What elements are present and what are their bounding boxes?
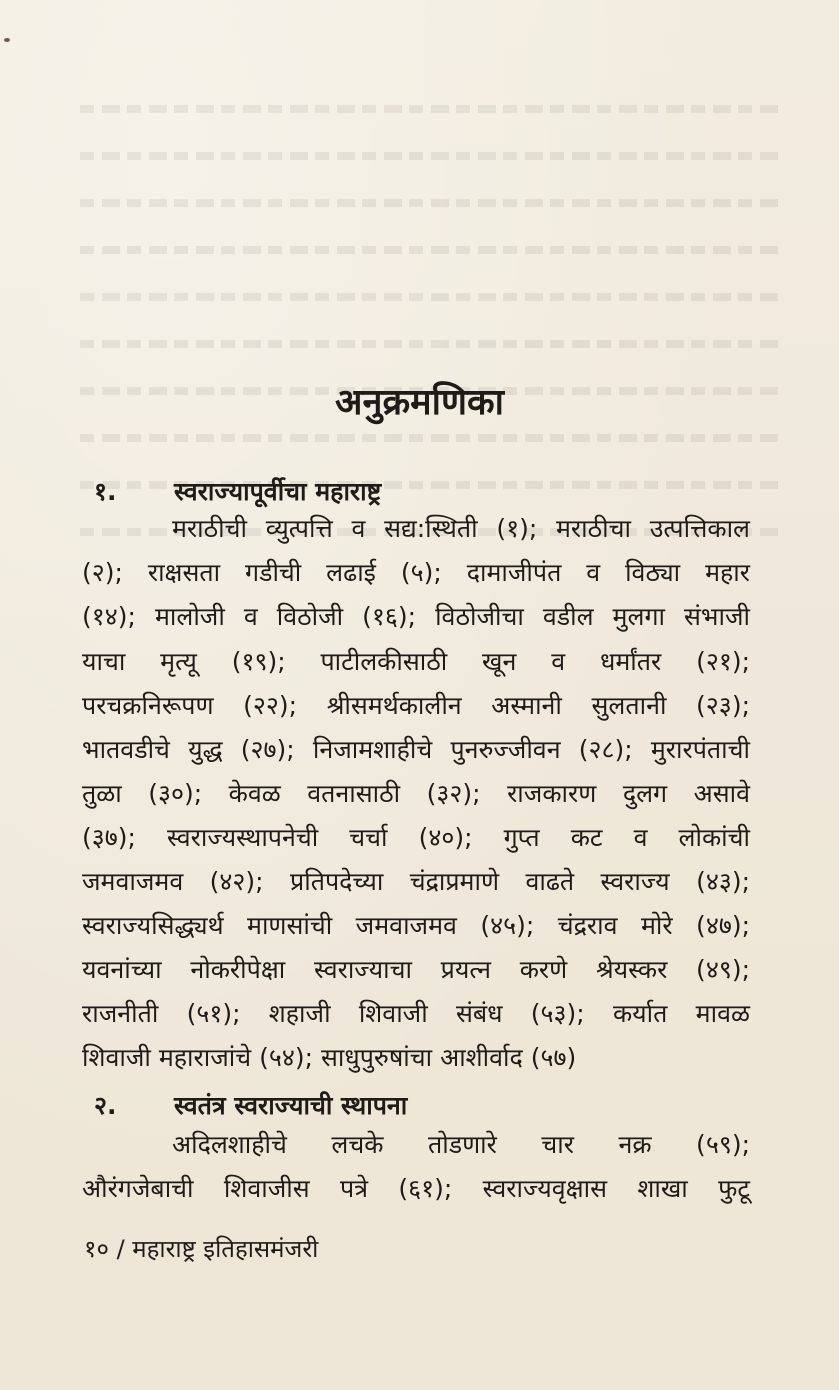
toc-line: यवनांच्या नोकरीपेक्षा स्वराज्याचा प्रयत्न करणे श्रेयस्कर (४९); <box>82 955 750 984</box>
toc-line: स्वराज्यसिद्ध्यर्थ माणसांची जमवाजमव (४५); चंद्रराव मोरे (४७); <box>82 911 750 940</box>
section-heading <box>94 1088 407 1122</box>
toc-line: मराठीची व्युत्पत्ति व सद्य:स्थिती (१); मराठीचा उत्पत्तिकाल <box>172 514 750 543</box>
toc-line: परचक्रनिरूपण (२२); श्रीसमर्थकालीन अस्मानी सुलतानी (२३); <box>82 691 750 720</box>
section-number: २. <box>94 1091 117 1120</box>
section-number: १. <box>94 477 117 506</box>
toc-line: अदिलशाहीचे लचके तोडणारे चार नक्र (५९); <box>172 1130 750 1159</box>
toc-line: जमवाजमव (४२); प्रतिपदेच्या चंद्राप्रमाणे वाढते स्वराज्य (४३); <box>82 867 750 896</box>
toc-line: भातवडीचे युद्ध (२७); निजामशाहीचे पुनरुज्जीवन (२८); मुरारपंताची <box>82 735 750 764</box>
toc-line: याचा मृत्यू (१९); पाटीलकीसाठी खून व धर्मांतर (२१); <box>82 647 750 676</box>
toc-line: (१४); मालोजी व विठोजी (१६); विठोजीचा वडील मुलगा संभाजी <box>82 602 750 631</box>
toc-line: (२); राक्षसता गडीची लढाई (५); दामाजीपंत व विठ्या महार <box>82 558 750 587</box>
page-footer: १० / महाराष्ट्र इतिहासमंजरी <box>84 1235 319 1263</box>
page-title: अनुक्रमणिका <box>335 382 504 423</box>
ink-speck <box>4 38 10 42</box>
toc-line: (३७); स्वराज्यस्थापनेची चर्चा (४०); गुप्त कट व लोकांची <box>82 823 750 852</box>
section-title: स्वतंत्र स्वराज्याची स्थापना <box>174 1091 408 1120</box>
toc-line: औरंगजेबाची शिवाजीस पत्रे (६१); स्वराज्यवृक्षास शाखा फुटू <box>82 1174 750 1203</box>
toc-line: शिवाजी महाराजांचे (५४); साधुपुरुषांचा आशीर्वाद (५७) <box>82 1043 577 1072</box>
toc-line: तुळा (३०); केवळ वतनासाठी (३२); राजकारण दुलग असावे <box>82 779 750 808</box>
section-heading <box>94 474 381 508</box>
toc-line: राजनीती (५१); शहाजी शिवाजी संबंध (५३); कर्यात मावळ <box>82 999 750 1028</box>
section-title: स्वराज्यापूर्वीचा महाराष्ट्र <box>174 477 382 506</box>
